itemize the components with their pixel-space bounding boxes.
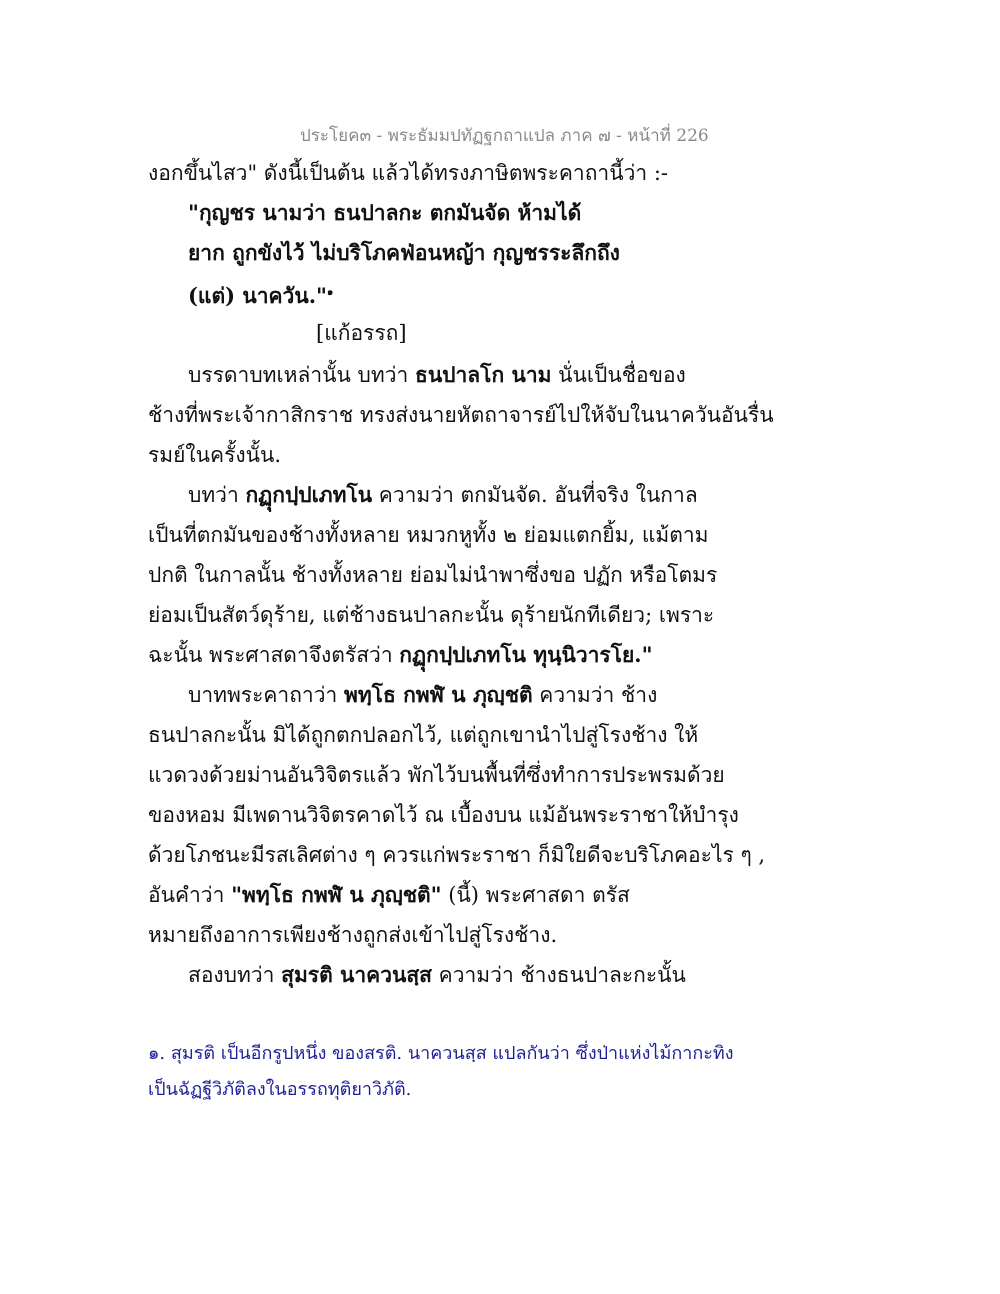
para3-text-c: ความว่า ช้าง	[532, 683, 658, 707]
verse-line-3	[188, 278, 333, 311]
para2-line-1	[188, 480, 698, 510]
para4-line-1	[188, 960, 686, 990]
para2-text-a: บทว่า	[188, 483, 246, 507]
para4-term: สุมรติ นาควนสฺส	[281, 962, 432, 987]
para2-text-c: ความว่า ตกมันจัด. อันที่จริง ในกาล	[372, 483, 698, 507]
footnote-line-1: ๑. สุมรติ เป็นอีกรูปหนึ่ง ของสรติ. นาควนสฺส แปลกันว่า ซึ่งป่าแห่งไม้กากะทิง	[148, 1043, 734, 1064]
para3-term: พทฺโธ กพฬํ น ภุญฺชติ	[343, 682, 533, 707]
para2-term: กฏุกปฺปเภทโน	[245, 482, 373, 507]
para1-text-a: บรรดาบทเหล่านั้น บทว่า	[188, 363, 415, 387]
section-attribution: [แก้อรรถ]	[316, 321, 407, 345]
para3-line-5: ด้วยโภชนะมีรสเลิศต่าง ๆ ควรแก่พระราชา ก็มิใยดีจะบริโภคอะไร ๆ ,	[148, 843, 766, 867]
para3-line-3: แวดวงด้วยม่านอันวิจิตรแล้ว พักไว้บนพื้นที่ซึ่งทำการประพรมด้วย	[148, 763, 725, 787]
para2-quote: กฏุกปฺปเภทโน ทุนฺนิวารโย."	[399, 642, 653, 667]
para3-line-1	[188, 680, 657, 710]
para2-line-5	[148, 640, 653, 670]
para4-text-a: สองบทว่า	[188, 963, 282, 987]
para1-line-3: รมย์ในครั้งนั้น.	[148, 443, 282, 467]
verse-line-1: "กุญชร นามว่า ธนปาลกะ ตกมันจัด ห้ามได้	[188, 200, 582, 225]
para1-line-2: ช้างที่พระเจ้ากาสิกราช ทรงส่งนายหัตถาจารย์ไปให้จับในนาควันอันรื่น	[148, 403, 774, 427]
para3-text-f: อันคำว่า	[148, 883, 232, 907]
para3-text-a: บาทพระคาถาว่า	[188, 683, 344, 707]
page-header: ประโยค๓ - พระธัมมปทัฏฐกถาแปล ภาค ๗ - หน้าที่ 226	[300, 126, 709, 146]
para1-term: ธนปาลโก นาม	[415, 362, 552, 387]
verse-line-2: ยาก ถูกขังไว้ ไม่บริโภคฟ่อนหญ้า กุญชรระลึกถึง	[188, 240, 620, 265]
verse-line-3-text: (แต่) นาควัน."	[188, 283, 327, 308]
para4-text-c: ความว่า ช้างธนปาละกะนั้น	[432, 963, 686, 987]
para3-line-6	[148, 880, 630, 910]
para2-text-e: ฉะนั้น พระศาสดาจึงตรัสว่า	[148, 643, 400, 667]
para3-quote: "พทฺโธ กพฬํ น ภุญฺชติ"	[231, 882, 442, 907]
para3-line-2: ธนปาลกะนั้น มิได้ถูกตกปลอกไว้, แต่ถูกเขานำไปสู่โรงช้าง ให้	[148, 723, 699, 747]
para3-line-4: ของหอม มีเพดานวิจิตรคาดไว้ ณ เบื้องบน แม้อันพระราชาให้บำรุง	[148, 803, 739, 827]
para1-text-c: นั่นเป็นชื่อของ	[551, 363, 686, 387]
para3-line-7: หมายถึงอาการเพียงช้างถูกส่งเข้าไปสู่โรงช้าง.	[148, 923, 558, 947]
para2-line-3: ปกติ ในกาลนั้น ช้างทั้งหลาย ย่อมไม่นำพาซึ่งขอ ปฏัก หรือโตมร	[148, 563, 718, 587]
body-line-1: งอกขึ้นไสว" ดังนี้เป็นต้น แล้วได้ทรงภาษิตพระคาถานี้ว่า :-	[148, 161, 668, 185]
footnote-marker: ๑	[326, 287, 334, 298]
para2-line-2: เป็นที่ตกมันของช้างทั้งหลาย หมวกหูทั้ง ๒ ย่อมแตกยิ้ม, แม้ตาม	[148, 523, 709, 547]
footnote-line-2: เป็นฉัฏฐีวิภัติลงในอรรถทุติยาวิภัติ.	[148, 1079, 412, 1100]
para1-line-1	[188, 360, 686, 390]
para3-text-g: (นี้) พระศาสดา ตรัส	[441, 883, 630, 907]
para2-line-4: ย่อมเป็นสัตว์ดุร้าย, แต่ช้างธนปาลกะนั้น ดุร้ายนักทีเดียว; เพราะ	[148, 603, 715, 627]
